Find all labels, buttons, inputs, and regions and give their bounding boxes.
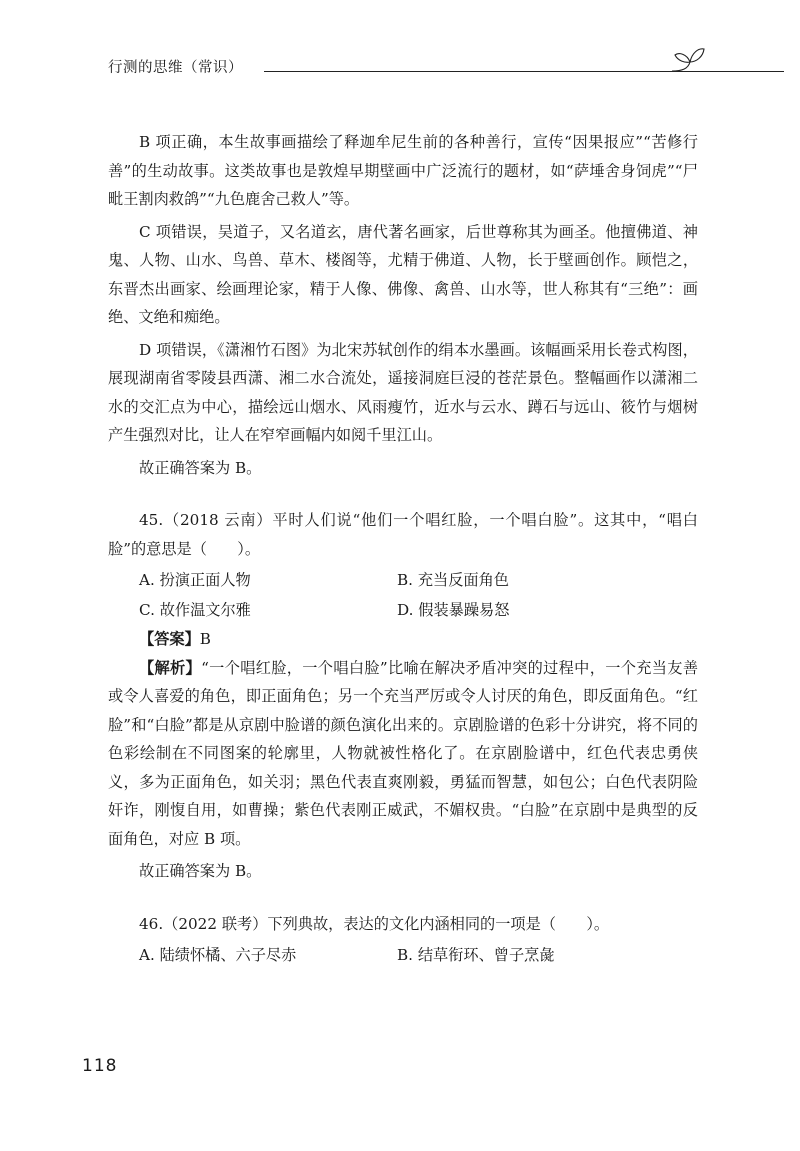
page-content [108,128,698,970]
option-b: B. 结草衔环、曾子烹彘 [397,946,555,964]
answer-44: 故正确答案为 B。 [139,458,262,477]
question-45-answer [108,625,698,654]
header-rule [264,71,784,72]
question-46-stem: 46.（2022 联考）下列典故，表达的文化内涵相同的一项是（ ）。 [139,914,610,933]
answer-value: B [199,630,211,648]
page-number: 118 [82,1056,118,1076]
analysis-text: “一个唱红脸，一个唱白脸”比喻在解决矛盾冲突的过程中，一个充当友善或令人喜爱的角色，即正面角色；另一个充当严厉或令人讨厌的角色，即反面角色。“红脸”和“白脸”都是从京剧中脸谱的颜色演化出来的。京剧脸谱的色彩十分讲究，将不同的色彩绘制在不同图案的轮廓里，人物就被性格化了。在京剧脸谱中，红色代表忠勇侠义，多为正面角色，如关羽；黑色代表直爽刚毅，勇猛而智慧，如包公；白色代表阴险奸诈，刚愎自用，如曹操；紫色代表刚正威武，不媚权贵。“白脸”在京剧中是典型的反面角色，对应 B 项。 [108,658,699,848]
question-46-options-row-1 [108,940,698,970]
question-45-analysis [108,654,698,854]
explanation-option-c: C 项错误，吴道子，又名道玄，唐代著名画家，后世尊称其为画圣。他擅佛道、神鬼、人物、山水、鸟兽、草木、楼阁等，尤精于佛道、人物，长于壁画创作。顾恺之，东晋杰出画家、绘画理论家，精于人像、佛像、禽兽、山水等，世人称其有“三绝”：画绝、文绝和痴绝。 [108,222,698,326]
spacer [108,482,698,506]
analysis-tag: 【解析】 [139,658,202,677]
option-a: A. 扮演正面人物 [139,571,251,589]
option-b: B. 充当反面角色 [397,571,509,589]
option-c: C. 故作温文尔雅 [139,601,251,619]
header-title: 行测的思维（常识） [108,60,243,76]
explanation-option-d: D 项错误，《潇湘竹石图》为北宋苏轼创作的绢本水墨画。该幅画采用长卷式构图，展现湖南省零陵县西潇、湘二水合流处，遥接洞庭巨浸的苍茫景色。整幅画作以潇湘二水的交汇点为中心，描绘远山烟水、风雨瘦竹，近水与云水、蹲石与远山、筱竹与烟树产生强烈对比，让人在窄窄画幅内如阅千里江山。 [108,340,698,444]
answer-tag: 【答案】 [139,630,200,648]
sprout-leaf-icon [670,42,706,76]
option-d: D. 假装暴躁易怒 [397,601,510,619]
explanation-option-b: B 项正确，本生故事画描绘了释迦牟尼生前的各种善行，宣传“因果报应”“苦修行善”的生动故事。这类故事也是敦煌早期壁画中广泛流行的题材，如“萨埵舍身饲虎”“尸毗王割肉救鸽”“九色鹿舍己救人”等。 [108,133,698,208]
answer-45-final: 故正确答案为 B。 [139,862,262,880]
option-a: A. 陆绩怀橘、六子尽赤 [139,946,297,964]
question-45-stem: 45.（2018 云南）平时人们说“他们一个唱红脸，一个唱白脸”。这其中，“唱白脸”的意思是（ ）。 [108,511,698,558]
question-45-options-row-2 [108,595,698,625]
spacer [108,886,698,910]
running-header [108,58,718,86]
question-45-options-row-1 [108,565,698,595]
